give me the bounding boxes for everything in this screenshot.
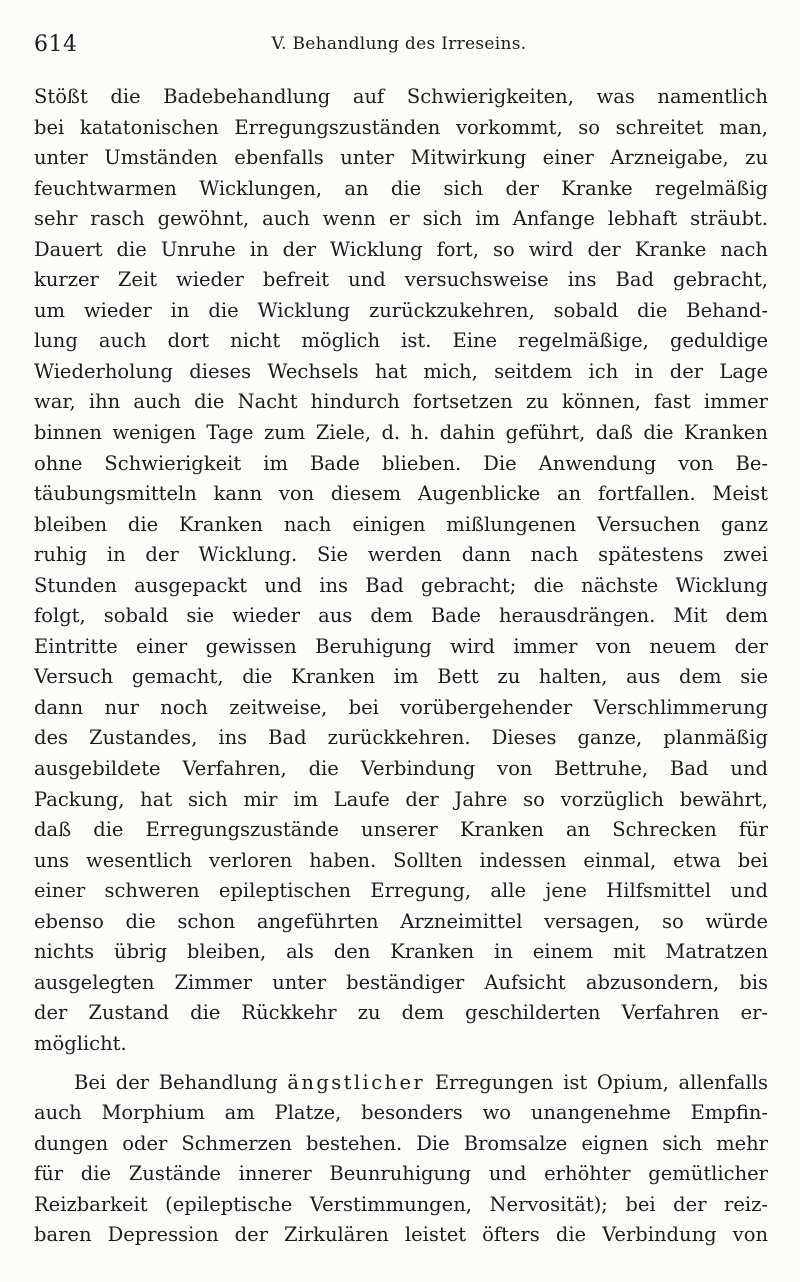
running-head	[34, 32, 764, 58]
text-line: ohne Schwierigkeit im Bade blieben. Die Anwendung von Be-	[34, 451, 768, 475]
paragraph-gap	[34, 1060, 768, 1068]
text-line: folgt, sobald sie wieder aus dem Bade herausdrängen. Mit dem	[34, 604, 768, 628]
body-text	[34, 82, 768, 1251]
text-line: bleiben die Kranken nach einigen mißlungenen Versuchen ganz	[34, 512, 768, 536]
page-number: 614	[34, 32, 78, 57]
text-line: Stößt die Badebehandlung auf Schwierigkeiten, was namentlich	[34, 85, 768, 108]
text-line: nichts übrig bleiben, als den Kranken in einem mit Matratzen	[34, 940, 768, 964]
text-line: der Zustand die Rückkehr zu dem geschilderten Verfahren er-	[34, 1001, 768, 1025]
text-line: ebenso die schon angeführten Arzneimittel versagen, so würde	[34, 909, 768, 933]
text-line: kurzer Zeit wieder befreit und versuchsweise ins Bad gebracht,	[34, 268, 768, 292]
paragraph	[34, 82, 768, 1060]
text-line: ausgelegten Zimmer unter beständiger Aufsicht abzusondern, bis	[34, 970, 768, 994]
text-line: uns wesentlich verloren haben. Sollten indessen einmal, etwa bei	[34, 848, 768, 872]
text-line: Versuch gemacht, die Kranken im Bett zu halten, aus dem sie	[34, 665, 768, 689]
text-line: Wiederholung dieses Wechsels hat mich, seitdem ich in der Lage	[34, 359, 768, 383]
text-run: Erregungen ist Opium, allenfalls	[425, 1070, 768, 1094]
text-line	[34, 1068, 768, 1099]
emphasized-word: ängstlicher	[287, 1070, 426, 1094]
text-line: einer schweren epileptischen Erregung, alle jene Hilfsmittel und	[34, 879, 768, 903]
text-line: des Zustandes, ins Bad zurückkehren. Dieses ganze, planmäßig	[34, 726, 768, 750]
text-line: dungen oder Schmerzen bestehen. Die Bromsalze eignen sich mehr	[34, 1131, 768, 1155]
text-line: möglicht.	[34, 1031, 127, 1055]
paragraph	[34, 1068, 768, 1251]
text-line: auch Morphium am Platze, besonders wo unangenehme Empfin-	[34, 1101, 768, 1125]
text-line: Dauert die Unruhe in der Wicklung fort, so wird der Kranke nach	[34, 237, 768, 261]
text-line: Eintritte einer gewissen Beruhigung wird immer von neuem der	[34, 634, 768, 658]
text-line: bei katatonischen Erregungszuständen vorkommt, so schreitet man,	[34, 115, 768, 139]
text-line: sehr rasch gewöhnt, auch wenn er sich im Anfange lebhaft sträubt.	[34, 207, 768, 231]
text-line: Packung, hat sich mir im Laufe der Jahre so vorzüglich bewährt,	[34, 787, 768, 811]
text-line: für die Zustände innerer Beunruhigung und erhöhter gemütlicher	[34, 1162, 768, 1186]
text-line: lung auch dort nicht möglich ist. Eine regelmäßige, geduldige	[34, 329, 768, 353]
text-line: baren Depression der Zirkulären leistet öfters die Verbindung von	[34, 1223, 768, 1247]
text-line: ruhig in der Wicklung. Sie werden dann nach spätestens zwei	[34, 543, 768, 567]
text-line: unter Umständen ebenfalls unter Mitwirkung einer Arzneigabe, zu	[34, 146, 768, 170]
text-line: ausgebildete Verfahren, die Verbindung von Bettruhe, Bad und	[34, 757, 768, 781]
text-line: binnen wenigen Tage zum Ziele, d. h. dahin geführt, daß die Kranken	[34, 421, 768, 445]
text-line: feuchtwarmen Wicklungen, an die sich der Kranke regelmäßig	[34, 176, 768, 200]
text-line: täubungsmitteln kann von diesem Augenblicke an fortfallen. Meist	[34, 482, 768, 506]
text-line: daß die Erregungszustände unserer Kranken an Schrecken für	[34, 818, 768, 842]
text-line: Reizbarkeit (epileptische Verstimmungen, Nervosität); bei der reiz-	[34, 1192, 768, 1216]
text-line: um wieder in die Wicklung zurückzukehren, sobald die Behand-	[34, 298, 768, 322]
chapter-title: V. Behandlung des Irreseins.	[271, 34, 527, 54]
text-line: war, ihn auch die Nacht hindurch fortsetzen zu können, fast immer	[34, 390, 768, 414]
text-line: dann nur noch zeitweise, bei vorübergehender Verschlimmerung	[34, 695, 768, 719]
text-run: Bei der Behandlung	[74, 1070, 288, 1094]
text-line: Stunden ausgepackt und ins Bad gebracht; die nächste Wicklung	[34, 573, 768, 597]
